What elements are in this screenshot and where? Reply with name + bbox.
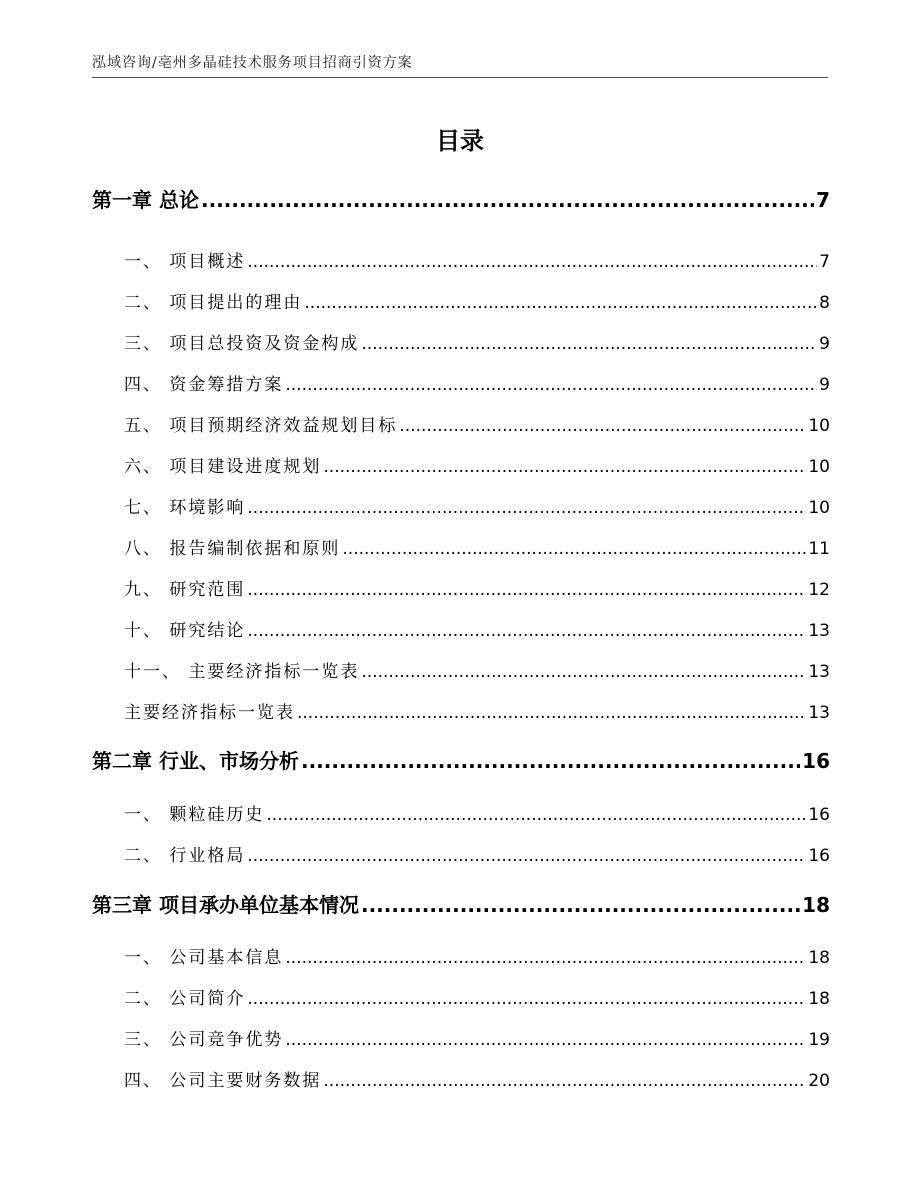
toc-entry-label: 十一、 主要经济指标一览表	[124, 662, 360, 682]
toc-entry-page: 7	[819, 252, 830, 272]
toc-entry-label: 三、 项目总投资及资金构成	[124, 334, 360, 354]
toc-entry-chapter[interactable]	[92, 889, 830, 918]
toc-entry-page: 18	[802, 893, 830, 917]
toc-entry-label: 五、 项目预期经济效益规划目标	[124, 416, 398, 436]
toc-entry-section[interactable]	[124, 411, 830, 436]
toc-entry-page: 9	[819, 375, 830, 395]
toc-dot-leader	[361, 662, 806, 682]
header-divider	[92, 77, 828, 78]
toc-dot-leader	[361, 334, 817, 354]
toc-entry-section[interactable]	[124, 1025, 830, 1050]
toc-entry-section[interactable]	[124, 800, 830, 825]
toc-entry-page: 12	[808, 580, 830, 600]
toc-entry-section[interactable]	[124, 370, 830, 395]
toc-entry-page: 10	[808, 416, 830, 436]
toc-entry-section[interactable]	[124, 616, 830, 641]
toc-entry-label: 四、 公司主要财务数据	[124, 1071, 322, 1091]
toc-entry-label: 第二章 行业、市场分析	[92, 749, 299, 773]
toc-dot-leader	[247, 846, 806, 866]
toc-dot-leader	[342, 539, 806, 559]
toc-title: 目录	[436, 127, 484, 155]
toc-entry-label: 九、 研究范围	[124, 580, 246, 600]
toc-dot-leader	[323, 457, 806, 477]
toc-entry-label: 六、 项目建设进度规划	[124, 457, 322, 477]
toc-entry-section[interactable]	[124, 841, 830, 866]
toc-entry-section[interactable]	[124, 493, 830, 518]
toc-entry-page: 7	[816, 188, 830, 212]
toc-entry-page: 10	[808, 498, 830, 518]
toc-entry-page: 11	[808, 539, 830, 559]
toc-entry-label: 三、 公司竞争优势	[124, 1030, 284, 1050]
toc-entry-section[interactable]	[124, 288, 830, 313]
toc-entry-label: 二、 行业格局	[124, 846, 246, 866]
toc-entry-section[interactable]	[124, 247, 830, 272]
toc-entry-page: 13	[808, 621, 830, 641]
toc-entry-section[interactable]	[124, 329, 830, 354]
toc-dot-leader	[247, 498, 806, 518]
toc-entry-section[interactable]	[124, 984, 830, 1009]
toc-entry-page: 9	[819, 334, 830, 354]
toc-dot-leader	[247, 580, 806, 600]
toc-entry-chapter[interactable]	[92, 184, 830, 213]
toc-entry-label: 二、 公司简介	[124, 989, 246, 1009]
toc-entry-label: 第三章 项目承办单位基本情况	[92, 893, 359, 917]
toc-dot-leader	[301, 749, 800, 773]
toc-entry-page: 16	[802, 749, 830, 773]
toc-entry-label: 八、 报告编制依据和原则	[124, 539, 341, 559]
page-header: 泓域咨询/亳州多晶硅技术服务项目招商引资方案	[92, 55, 413, 71]
toc-dot-leader	[361, 893, 800, 917]
toc-entry-page: 16	[808, 805, 830, 825]
toc-entry-section[interactable]	[124, 1066, 830, 1091]
toc-entry-page: 19	[808, 1030, 830, 1050]
toc-entry-label: 一、 颗粒硅历史	[124, 805, 265, 825]
toc-entry-section[interactable]	[124, 657, 830, 682]
toc-dot-leader	[285, 948, 806, 968]
toc-entry-page: 18	[808, 948, 830, 968]
toc-dot-leader	[247, 252, 817, 272]
toc-dot-leader	[247, 989, 806, 1009]
toc-entry-label: 第一章 总论	[92, 188, 199, 212]
toc-entry-section[interactable]	[124, 534, 830, 559]
toc-entry-page: 8	[819, 293, 830, 313]
toc-entry-label: 十、 研究结论	[124, 621, 246, 641]
toc-dot-leader	[247, 621, 806, 641]
toc-entry-section[interactable]	[124, 575, 830, 600]
toc-entry-page: 20	[808, 1071, 830, 1091]
toc-entry-page: 13	[808, 662, 830, 682]
toc-entry-label: 七、 环境影响	[124, 498, 246, 518]
toc-dot-leader	[297, 703, 806, 723]
toc-entry-section[interactable]	[124, 943, 830, 968]
toc-entry-section[interactable]	[124, 452, 830, 477]
toc-entry-label: 一、 公司基本信息	[124, 948, 284, 968]
toc-entry-page: 16	[808, 846, 830, 866]
toc-entry-label: 二、 项目提出的理由	[124, 293, 303, 313]
toc-entry-label: 四、 资金筹措方案	[124, 375, 284, 395]
toc-entry-page: 18	[808, 989, 830, 1009]
toc-dot-leader	[304, 293, 817, 313]
toc-dot-leader	[399, 416, 806, 436]
toc-entry-page: 10	[808, 457, 830, 477]
toc-entry-section[interactable]	[124, 698, 830, 723]
toc-entry-chapter[interactable]	[92, 745, 830, 774]
toc-dot-leader	[285, 1030, 806, 1050]
toc-dot-leader	[201, 188, 814, 212]
toc-entry-label: 主要经济指标一览表	[124, 703, 295, 723]
toc-entry-label: 一、 项目概述	[124, 252, 246, 272]
toc-dot-leader	[266, 805, 806, 825]
toc-dot-leader	[285, 375, 817, 395]
toc-dot-leader	[323, 1071, 806, 1091]
toc-entry-page: 13	[808, 703, 830, 723]
